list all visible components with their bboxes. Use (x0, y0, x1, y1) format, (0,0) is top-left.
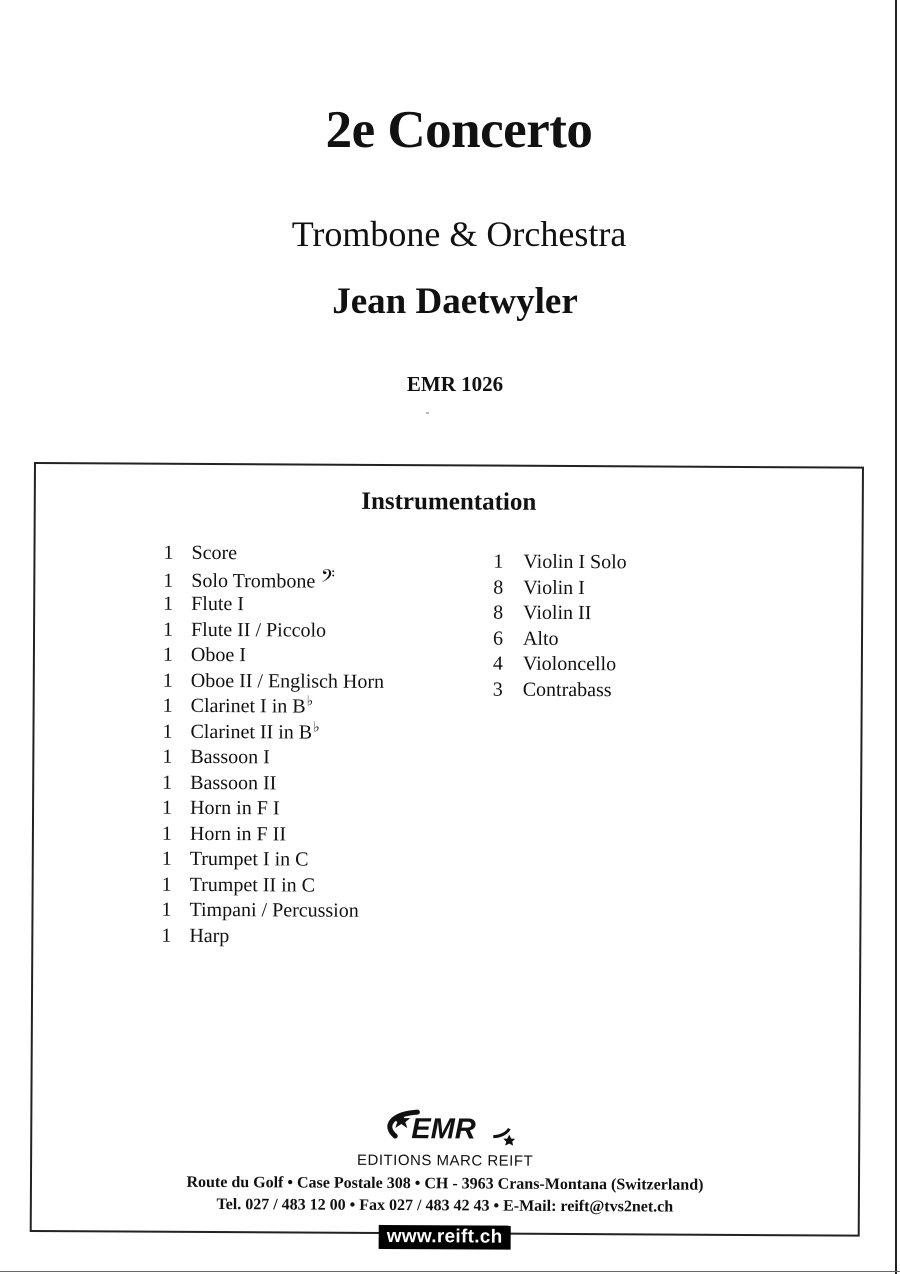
instrument-row (162, 872, 383, 899)
instrument-row (161, 898, 382, 925)
instrument-name: Solo Trombone (191, 569, 316, 593)
instrument-name: Violoncello (522, 652, 617, 676)
page-title: 2e Concerto (325, 101, 593, 159)
instrument-row (162, 770, 383, 797)
instrument-quantity: 6 (492, 627, 504, 650)
instrument-name: Violin I (523, 576, 585, 599)
instrument-quantity: 3 (492, 678, 503, 701)
instrument-quantity: 1 (163, 592, 174, 615)
instrument-row (162, 821, 383, 848)
instrument-row (162, 719, 383, 746)
instrument-name: Trumpet II in C (189, 873, 316, 897)
instrument-row (162, 745, 383, 772)
instrument-name: Score (191, 541, 238, 565)
scan-speck (426, 412, 429, 414)
instrument-row (162, 796, 383, 823)
instrument-name: Timpani / Percussion (189, 898, 359, 922)
instrument-name: Harp (189, 924, 230, 947)
instrument-row (493, 601, 626, 627)
instrument-name: Oboe II / Englisch Horn (190, 669, 385, 693)
instrument-quantity: 1 (163, 541, 174, 564)
instrument-row (163, 643, 384, 670)
instrument-row (162, 847, 383, 874)
instrument-row (161, 923, 382, 950)
instrument-row (163, 668, 384, 695)
instrument-name: Bassoon II (190, 771, 277, 794)
instrument-quantity: 1 (161, 822, 172, 845)
instrument-name: Bassoon I (190, 745, 270, 769)
publisher-footer (32, 1104, 859, 1252)
instrument-name: Clarinet I in B (190, 694, 306, 718)
flat-icon: ♭ (313, 720, 320, 736)
catalog-number: EMR 1026 (406, 372, 504, 396)
instrument-name: Flute II / Piccolo (191, 618, 327, 642)
instrument-quantity: 1 (162, 720, 173, 743)
instrumentation-box (30, 462, 864, 1248)
instrument-quantity: 1 (493, 550, 504, 573)
instrument-quantity: 1 (161, 898, 172, 921)
instrument-name: Horn in F I (190, 796, 280, 820)
page-edge (895, 0, 897, 1274)
instrument-row (163, 617, 384, 644)
instrument-quantity: 8 (493, 576, 504, 599)
instrument-name: Flute I (191, 592, 245, 616)
instrument-quantity: 1 (162, 771, 173, 794)
instrument-name: Alto (522, 627, 559, 650)
instrument-quantity: 1 (161, 924, 172, 947)
logo-text: EMR (411, 1113, 476, 1146)
instrument-name: Clarinet II in B (190, 720, 313, 744)
publisher-contact: Tel. 027 / 483 12 00 • Fax 027 / 483 42 43 • E-Mail: reift@tvs2net.ch (216, 1196, 674, 1216)
publisher-address: Route du Golf • Case Postale 308 • CH - 3963 Crans-Montana (Switzerland) (186, 1173, 704, 1194)
instrument-quantity: 1 (162, 694, 173, 717)
instrument-name: Horn in F II (189, 822, 287, 845)
instrument-row (493, 677, 626, 703)
instrument-quantity: 1 (163, 618, 174, 641)
instrument-list-right (493, 550, 627, 704)
instrument-row (163, 541, 384, 568)
instrument-quantity: 8 (493, 601, 504, 624)
instrument-quantity: 1 (162, 796, 173, 819)
bass-clef-icon: 𝄢 (315, 565, 336, 591)
instrument-quantity: 1 (161, 847, 172, 870)
instrument-name: Violin I Solo (523, 550, 627, 574)
instrumentation-heading: Instrumentation (361, 487, 537, 516)
instrument-row (493, 652, 626, 678)
instrument-quantity: 1 (162, 745, 173, 768)
publisher-name: EDITIONS MARC REIFT (356, 1151, 534, 1170)
instrument-name: Oboe I (190, 643, 246, 667)
instrument-row (493, 626, 626, 652)
instrument-row (163, 566, 384, 593)
instrument-quantity: 4 (492, 652, 503, 675)
flat-icon: ♭ (306, 694, 314, 710)
composer-name: Jean Daetwyler (332, 281, 578, 322)
instrument-quantity: 1 (163, 569, 174, 592)
instrument-name: Contrabass (522, 678, 612, 701)
instrument-name: Violin II (523, 601, 592, 625)
instrument-row (493, 550, 626, 576)
instrument-list-left (161, 541, 385, 950)
instrument-quantity: 1 (162, 643, 173, 666)
instrument-row (163, 694, 384, 721)
instrument-quantity: 1 (162, 669, 173, 692)
page-edge (0, 1271, 900, 1272)
emr-logo (365, 1106, 525, 1151)
instrument-row (163, 592, 384, 619)
website-link[interactable]: www.reift.ch (379, 1225, 511, 1250)
instrument-row (493, 575, 626, 601)
subtitle: Trombone & Orchestra (291, 214, 627, 254)
instrument-name: Trumpet I in C (189, 847, 309, 871)
instrument-quantity: 1 (161, 873, 172, 896)
